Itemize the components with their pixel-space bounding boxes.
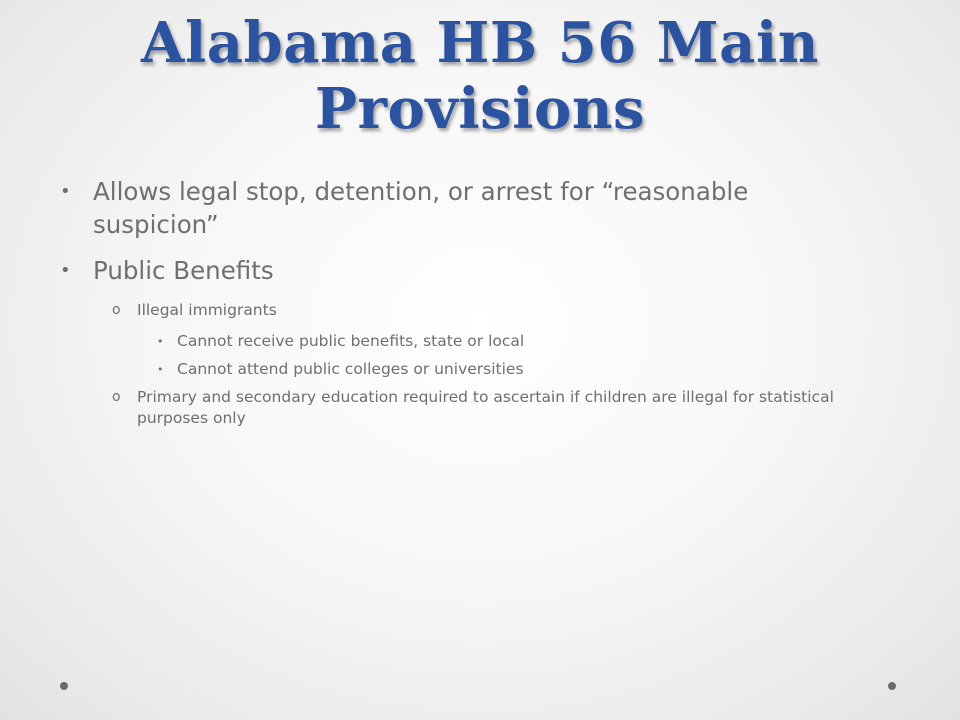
sub-sub-bullet-text: Cannot receive public benefits, state or local xyxy=(177,332,525,350)
slide-body xyxy=(60,175,880,439)
bullet-item-stop-detention xyxy=(60,175,880,241)
sub-sub-bullet-colleges xyxy=(60,359,880,380)
sub-sub-bullet-text: Cannot attend public colleges or universities xyxy=(177,360,524,378)
slide-title: Alabama HB 56 Main Provisions xyxy=(141,10,819,142)
bullet-item-public-benefits xyxy=(60,254,880,287)
bullet-dot-icon: • xyxy=(60,260,71,281)
bullet-text: Allows legal stop, detention, or arrest for “reasonable suspicion” xyxy=(93,177,749,239)
corner-dot-icon xyxy=(60,682,68,690)
sub-bullet-education xyxy=(60,387,880,429)
sub-bullet-illegal-immigrants xyxy=(60,300,880,321)
sub-sub-bullet-public-benefits xyxy=(60,331,880,352)
bullet-dot-icon: • xyxy=(157,363,164,376)
bullet-text: Public Benefits xyxy=(93,256,274,285)
sub-bullet-text: Primary and secondary education required to ascertain if children are illegal for statistical purposes only xyxy=(137,388,834,427)
circle-bullet-icon: o xyxy=(112,302,121,318)
corner-dot-icon xyxy=(888,682,896,690)
bullet-dot-icon: • xyxy=(60,181,71,202)
sub-bullet-text: Illegal immigrants xyxy=(137,301,277,319)
bullet-dot-icon: • xyxy=(157,335,164,348)
circle-bullet-icon: o xyxy=(112,389,121,405)
